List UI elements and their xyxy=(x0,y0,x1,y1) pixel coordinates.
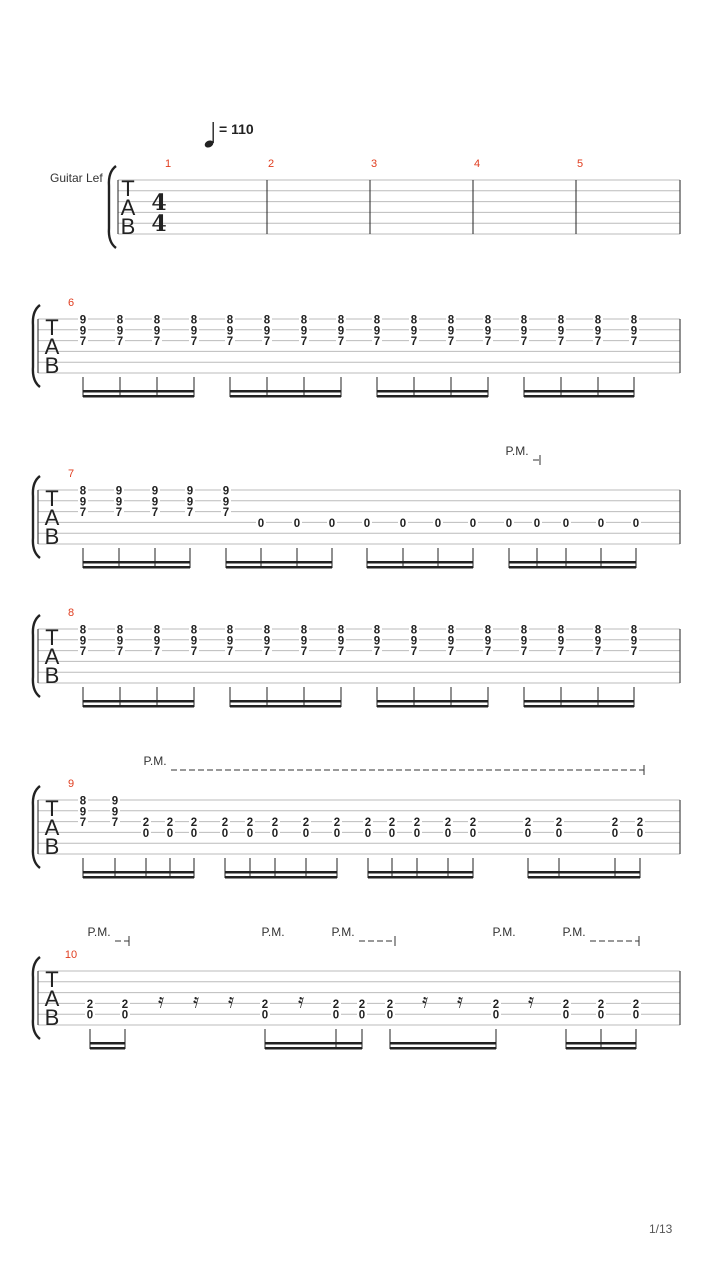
system-brace xyxy=(33,476,40,558)
beam-primary xyxy=(90,1047,125,1050)
fret-number: 9 xyxy=(111,806,119,819)
fret-number: 7 xyxy=(557,646,565,659)
fret-number: 0 xyxy=(597,517,605,530)
fret-number: 0 xyxy=(469,517,477,530)
fret-number: 9 xyxy=(116,635,124,648)
fret-number: 2 xyxy=(332,998,340,1011)
fret-number: 7 xyxy=(594,646,602,659)
fret-number: 2 xyxy=(271,817,279,830)
fret-number: 0 xyxy=(257,517,265,530)
fret-number: 7 xyxy=(630,646,638,659)
fret-number: 0 xyxy=(246,827,254,840)
fret-number: 9 xyxy=(484,635,492,648)
fret-number: 7 xyxy=(410,336,418,349)
fret-number: 0 xyxy=(399,517,407,530)
beam-primary xyxy=(226,566,332,569)
beam-secondary xyxy=(83,700,194,703)
time-signature-digit: 4 xyxy=(151,211,167,237)
fret-number: 0 xyxy=(363,517,371,530)
tab-clef-letter: T xyxy=(45,625,59,650)
fret-number: 8 xyxy=(153,624,161,637)
system-brace xyxy=(33,615,40,697)
fret-number: 2 xyxy=(333,817,341,830)
beam-secondary xyxy=(226,561,332,564)
beam-secondary xyxy=(390,1042,496,1045)
fret-number: 2 xyxy=(302,817,310,830)
beam-secondary xyxy=(225,871,337,874)
beam-primary xyxy=(566,1047,636,1050)
fret-number: 8 xyxy=(373,314,381,327)
system-brace xyxy=(33,305,40,387)
fret-number: 0 xyxy=(302,827,310,840)
fret-number: 2 xyxy=(611,817,619,830)
fret-number: 0 xyxy=(611,827,619,840)
fret-number: 7 xyxy=(373,336,381,349)
measure-number: 10 xyxy=(64,949,78,961)
fret-number: 0 xyxy=(562,1009,570,1022)
beam-secondary xyxy=(230,700,341,703)
instrument-name: Guitar Lef xyxy=(50,171,103,185)
fret-number: 0 xyxy=(364,827,372,840)
fret-number: 0 xyxy=(636,827,644,840)
fret-number: 2 xyxy=(190,817,198,830)
palm-mute-label: P.M. xyxy=(261,925,285,939)
palm-mute-label: P.M. xyxy=(505,444,529,458)
fret-number: 2 xyxy=(364,817,372,830)
fret-number: 9 xyxy=(373,325,381,338)
fret-number: 7 xyxy=(116,646,124,659)
fret-number: 2 xyxy=(492,998,500,1011)
fret-number: 9 xyxy=(222,496,230,509)
fret-number: 7 xyxy=(222,507,230,520)
beam-primary xyxy=(377,395,488,398)
fret-number: 0 xyxy=(505,517,513,530)
fret-number: 2 xyxy=(555,817,563,830)
fret-number: 8 xyxy=(263,314,271,327)
beam-secondary xyxy=(83,871,194,874)
fret-number: 9 xyxy=(115,496,123,509)
beam-primary xyxy=(83,566,190,569)
fret-number: 8 xyxy=(337,624,345,637)
tab-clef-letter: A xyxy=(44,644,60,669)
fret-number: 8 xyxy=(190,314,198,327)
fret-number: 9 xyxy=(410,325,418,338)
fret-number: 0 xyxy=(632,517,640,530)
fret-number: 7 xyxy=(79,817,87,830)
beam-secondary xyxy=(83,561,190,564)
fret-number: 8 xyxy=(520,314,528,327)
beam-secondary xyxy=(377,700,488,703)
fret-number: 9 xyxy=(190,325,198,338)
fret-number: 8 xyxy=(263,624,271,637)
fret-number: 0 xyxy=(332,1009,340,1022)
fret-number: 7 xyxy=(190,336,198,349)
fret-number: 9 xyxy=(111,795,119,808)
sixteenth-rest-icon: 𝄿 xyxy=(456,990,464,1013)
fret-number: 0 xyxy=(388,827,396,840)
fret-number: 2 xyxy=(413,817,421,830)
fret-number: 9 xyxy=(594,325,602,338)
sixteenth-rest-icon: 𝄿 xyxy=(527,990,535,1013)
fret-number: 0 xyxy=(533,517,541,530)
fret-number: 7 xyxy=(410,646,418,659)
fret-number: 0 xyxy=(121,1009,129,1022)
tab-clef-letter: A xyxy=(44,815,60,840)
fret-number: 7 xyxy=(447,646,455,659)
fret-number: 8 xyxy=(79,624,87,637)
fret-number: 8 xyxy=(226,624,234,637)
fret-number: 7 xyxy=(263,646,271,659)
sixteenth-rest-icon: 𝄿 xyxy=(227,990,235,1013)
fret-number: 2 xyxy=(469,817,477,830)
fret-number: 9 xyxy=(186,485,194,498)
fret-number: 9 xyxy=(557,635,565,648)
tempo-value: = 110 xyxy=(219,121,254,137)
beam-secondary xyxy=(524,390,634,393)
fret-number: 9 xyxy=(79,806,87,819)
palm-mute-label: P.M. xyxy=(87,925,111,939)
system-brace xyxy=(33,957,40,1039)
fret-number: 9 xyxy=(410,635,418,648)
beam-primary xyxy=(390,1047,496,1050)
fret-number: 9 xyxy=(151,496,159,509)
fret-number: 0 xyxy=(597,1009,605,1022)
palm-mute-label: P.M. xyxy=(562,925,586,939)
tab-clef-letter: B xyxy=(44,1005,60,1030)
fret-number: 0 xyxy=(386,1009,394,1022)
fret-number: 9 xyxy=(115,485,123,498)
fret-number: 8 xyxy=(447,314,455,327)
fret-number: 8 xyxy=(557,624,565,637)
beam-secondary xyxy=(377,390,488,393)
fret-number: 2 xyxy=(121,998,129,1011)
fret-number: 9 xyxy=(447,635,455,648)
beam-primary xyxy=(230,395,341,398)
fret-number: 8 xyxy=(630,314,638,327)
fret-number: 7 xyxy=(337,646,345,659)
fret-number: 0 xyxy=(333,827,341,840)
beam-secondary xyxy=(368,871,473,874)
fret-number: 0 xyxy=(190,827,198,840)
measure-number: 1 xyxy=(164,158,172,170)
fret-number: 0 xyxy=(221,827,229,840)
beam-secondary xyxy=(83,390,194,393)
fret-number: 0 xyxy=(632,1009,640,1022)
fret-number: 0 xyxy=(271,827,279,840)
fret-number: 9 xyxy=(337,635,345,648)
fret-number: 8 xyxy=(116,624,124,637)
fret-number: 2 xyxy=(562,998,570,1011)
fret-number: 9 xyxy=(79,496,87,509)
fret-number: 9 xyxy=(484,325,492,338)
sixteenth-rest-icon: 𝄿 xyxy=(157,990,165,1013)
fret-number: 2 xyxy=(358,998,366,1011)
fret-number: 7 xyxy=(153,336,161,349)
tab-clef-letter: T xyxy=(45,967,59,992)
fret-number: 7 xyxy=(447,336,455,349)
beam-secondary xyxy=(509,561,636,564)
fret-number: 7 xyxy=(630,336,638,349)
fret-number: 9 xyxy=(263,325,271,338)
fret-number: 2 xyxy=(444,817,452,830)
measure-number: 3 xyxy=(370,158,378,170)
measure-number: 8 xyxy=(67,607,75,619)
fret-number: 9 xyxy=(79,635,87,648)
fret-number: 2 xyxy=(261,998,269,1011)
tab-clef-letter: T xyxy=(45,486,59,511)
fret-number: 9 xyxy=(186,496,194,509)
fret-number: 7 xyxy=(226,336,234,349)
page-number: 1/13 xyxy=(649,1222,673,1236)
tab-clef-letter: A xyxy=(120,195,136,220)
fret-number: 8 xyxy=(116,314,124,327)
measure-number: 5 xyxy=(576,158,584,170)
tab-clef-letter: B xyxy=(44,353,60,378)
fret-number: 9 xyxy=(190,635,198,648)
beam-secondary xyxy=(90,1042,125,1045)
beam-secondary xyxy=(265,1042,362,1045)
fret-number: 9 xyxy=(222,485,230,498)
beam-primary xyxy=(265,1047,362,1050)
tab-clef-letter: T xyxy=(45,796,59,821)
fret-number: 8 xyxy=(410,314,418,327)
fret-number: 0 xyxy=(444,827,452,840)
beam-primary xyxy=(225,876,337,879)
time-signature-digit: 4 xyxy=(151,190,167,216)
tab-clef-letter: T xyxy=(45,315,59,340)
fret-number: 2 xyxy=(597,998,605,1011)
fret-number: 7 xyxy=(520,646,528,659)
fret-number: 0 xyxy=(328,517,336,530)
fret-number: 8 xyxy=(79,795,87,808)
beam-primary xyxy=(367,566,473,569)
fret-number: 8 xyxy=(520,624,528,637)
fret-number: 2 xyxy=(246,817,254,830)
beam-secondary xyxy=(230,390,341,393)
tab-clef-letter: B xyxy=(44,834,60,859)
fret-number: 9 xyxy=(630,635,638,648)
palm-mute-label: P.M. xyxy=(143,754,167,768)
fret-number: 9 xyxy=(337,325,345,338)
fret-number: 9 xyxy=(520,325,528,338)
fret-number: 8 xyxy=(447,624,455,637)
fret-number: 7 xyxy=(79,336,87,349)
fret-number: 2 xyxy=(86,998,94,1011)
fret-number: 0 xyxy=(524,827,532,840)
fret-number: 8 xyxy=(557,314,565,327)
beam-primary xyxy=(83,395,194,398)
measure-number: 4 xyxy=(473,158,481,170)
measure-number: 7 xyxy=(67,468,75,480)
beam-primary xyxy=(377,705,488,708)
beam-primary xyxy=(509,566,636,569)
fret-number: 8 xyxy=(190,624,198,637)
sixteenth-rest-icon: 𝄿 xyxy=(297,990,305,1013)
fret-number: 9 xyxy=(373,635,381,648)
tab-clef-letter: B xyxy=(120,214,136,239)
fret-number: 8 xyxy=(373,624,381,637)
palm-mute-label: P.M. xyxy=(492,925,516,939)
fret-number: 8 xyxy=(594,314,602,327)
tab-clef-letter: A xyxy=(44,505,60,530)
fret-number: 2 xyxy=(221,817,229,830)
system-brace xyxy=(109,166,116,248)
fret-number: 0 xyxy=(142,827,150,840)
fret-number: 9 xyxy=(300,325,308,338)
fret-number: 7 xyxy=(594,336,602,349)
fret-number: 0 xyxy=(293,517,301,530)
sixteenth-rest-icon: 𝄿 xyxy=(421,990,429,1013)
fret-number: 9 xyxy=(594,635,602,648)
fret-number: 0 xyxy=(261,1009,269,1022)
fret-number: 7 xyxy=(263,336,271,349)
fret-number: 8 xyxy=(300,314,308,327)
fret-number: 8 xyxy=(630,624,638,637)
fret-number: 7 xyxy=(300,336,308,349)
tab-clef-letter: T xyxy=(121,176,135,201)
tab-clef-letter: A xyxy=(44,986,60,1011)
fret-number: 7 xyxy=(190,646,198,659)
fret-number: 0 xyxy=(358,1009,366,1022)
tab-clef-letter: A xyxy=(44,334,60,359)
fret-number: 0 xyxy=(469,827,477,840)
fret-number: 2 xyxy=(524,817,532,830)
fret-number: 2 xyxy=(166,817,174,830)
beam-primary xyxy=(524,705,634,708)
palm-mute-label: P.M. xyxy=(331,925,355,939)
beam-primary xyxy=(230,705,341,708)
fret-number: 9 xyxy=(447,325,455,338)
measure-number: 6 xyxy=(67,297,75,309)
beam-primary xyxy=(528,876,640,879)
fret-number: 7 xyxy=(151,507,159,520)
system-brace xyxy=(33,786,40,868)
fret-number: 0 xyxy=(413,827,421,840)
fret-number: 9 xyxy=(263,635,271,648)
measure-number: 9 xyxy=(67,778,75,790)
fret-number: 0 xyxy=(434,517,442,530)
fret-number: 2 xyxy=(386,998,394,1011)
fret-number: 2 xyxy=(636,817,644,830)
beam-primary xyxy=(83,876,194,879)
fret-number: 0 xyxy=(562,517,570,530)
beam-secondary xyxy=(566,1042,636,1045)
fret-number: 8 xyxy=(79,485,87,498)
fret-number: 2 xyxy=(632,998,640,1011)
fret-number: 8 xyxy=(337,314,345,327)
fret-number: 9 xyxy=(557,325,565,338)
fret-number: 7 xyxy=(79,507,87,520)
fret-number: 7 xyxy=(557,336,565,349)
fret-number: 7 xyxy=(226,646,234,659)
beam-primary xyxy=(524,395,634,398)
fret-number: 0 xyxy=(555,827,563,840)
beam-primary xyxy=(83,705,194,708)
fret-number: 8 xyxy=(226,314,234,327)
fret-number: 9 xyxy=(226,635,234,648)
fret-number: 7 xyxy=(300,646,308,659)
fret-number: 2 xyxy=(142,817,150,830)
fret-number: 7 xyxy=(79,646,87,659)
measure-number: 2 xyxy=(267,158,275,170)
fret-number: 7 xyxy=(186,507,194,520)
fret-number: 9 xyxy=(300,635,308,648)
fret-number: 8 xyxy=(153,314,161,327)
fret-number: 7 xyxy=(484,336,492,349)
fret-number: 8 xyxy=(484,314,492,327)
fret-number: 7 xyxy=(337,336,345,349)
fret-number: 8 xyxy=(300,624,308,637)
fret-number: 9 xyxy=(520,635,528,648)
fret-number: 7 xyxy=(520,336,528,349)
fret-number: 7 xyxy=(115,507,123,520)
beam-secondary xyxy=(367,561,473,564)
fret-number: 9 xyxy=(153,635,161,648)
fret-number: 7 xyxy=(116,336,124,349)
fret-number: 8 xyxy=(410,624,418,637)
fret-number: 8 xyxy=(484,624,492,637)
fret-number: 9 xyxy=(226,325,234,338)
tab-clef-letter: B xyxy=(44,524,60,549)
fret-number: 0 xyxy=(166,827,174,840)
sixteenth-rest-icon: 𝄿 xyxy=(192,990,200,1013)
fret-number: 7 xyxy=(111,817,119,830)
fret-number: 2 xyxy=(388,817,396,830)
beam-secondary xyxy=(524,700,634,703)
fret-number: 7 xyxy=(153,646,161,659)
fret-number: 8 xyxy=(594,624,602,637)
fret-number: 9 xyxy=(151,485,159,498)
fret-number: 0 xyxy=(86,1009,94,1022)
fret-number: 9 xyxy=(153,325,161,338)
fret-number: 9 xyxy=(630,325,638,338)
fret-number: 0 xyxy=(492,1009,500,1022)
fret-number: 9 xyxy=(116,325,124,338)
fret-number: 9 xyxy=(79,325,87,338)
beam-primary xyxy=(368,876,473,879)
fret-number: 7 xyxy=(484,646,492,659)
fret-number: 7 xyxy=(373,646,381,659)
beam-secondary xyxy=(528,871,640,874)
tab-clef-letter: B xyxy=(44,663,60,688)
fret-number: 9 xyxy=(79,314,87,327)
